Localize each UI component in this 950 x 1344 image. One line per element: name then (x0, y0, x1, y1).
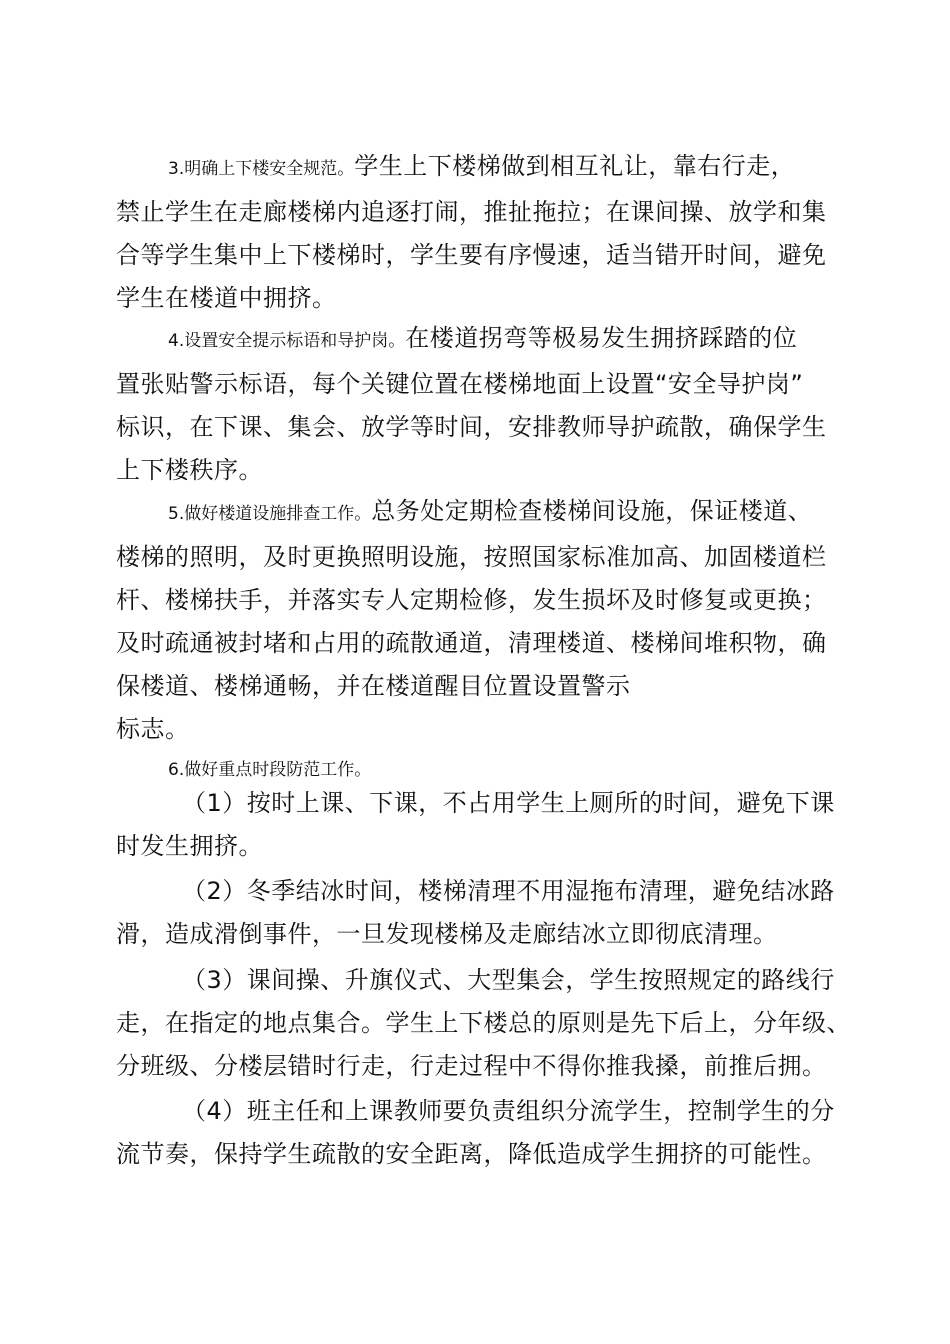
list-item-text: （1）按时上课、下课，不占用学生上厕所的时间，避免下课 (182, 789, 835, 817)
section-heading: 3.明确上下楼安全规范。 (168, 159, 355, 179)
section-text: 保楼道、楼梯通畅，并在楼道醒目位置设置警示 (116, 672, 631, 700)
section-4 (116, 317, 836, 492)
list-item-text: （2）冬季结冰时间，楼梯清理不用湿拖布清理，避免结冰路 (182, 877, 835, 905)
section-text: 上下楼秩序。 (116, 456, 263, 484)
section-text: 学生上下楼梯做到相互礼让，靠右行走， (354, 152, 796, 180)
section-5 (116, 490, 836, 751)
section-text: 在楼道拐弯等极易发生拥挤踩踏的位 (405, 324, 798, 352)
list-item-text: 走，在指定的地点集合。学生上下楼总的原则是先下后上，分年级、 (116, 1009, 851, 1037)
section-text: 总务处定期检查楼梯间设施，保证楼道、 (371, 497, 813, 525)
section-text: 及时疏通被封堵和占用的疏散通道，清理楼道、楼梯间堆积物，确 (116, 629, 827, 657)
section-text: 楼梯的照明，及时更换照明设施，按照国家标准加高、加固楼道栏 (116, 543, 827, 571)
section-text: 禁止学生在走廊楼梯内追逐打闹，推扯拖拉；在课间操、放学和集 (116, 198, 827, 226)
list-item-2 (116, 870, 836, 956)
section-heading: 4.设置安全提示标语和导护岗。 (168, 331, 406, 351)
list-item-1 (116, 782, 836, 868)
list-item-text: （4）班主任和上课教师要负责组织分流学生，控制学生的分 (182, 1097, 835, 1125)
list-item-text: 滑，造成滑倒事件，一旦发现楼梯及走廊结冰立即彻底清理。 (116, 920, 778, 948)
section-heading: 6.做好重点时段防范工作。 (168, 760, 372, 780)
section-text: 合等学生集中上下楼梯时，学生要有序慢速，适当错开时间，避免 (116, 241, 827, 269)
section-text: 标志。 (116, 715, 190, 743)
list-item-text: 时发生拥挤。 (116, 832, 263, 860)
list-item-text: （3）课间操、升旗仪式、大型集会，学生按照规定的路线行 (182, 966, 835, 994)
list-item-text: 分班级、分楼层错时行走，行走过程中不得你推我搡，前推后拥。 (116, 1052, 827, 1080)
section-text: 学生在楼道中拥挤。 (116, 284, 337, 312)
list-item-4 (116, 1090, 836, 1176)
list-item-text: 流节奏，保持学生疏散的安全距离，降低造成学生拥挤的可能性。 (116, 1140, 827, 1168)
section-text: 杆、楼梯扶手，并落实专人定期检修，发生损坏及时修复或更换； (116, 586, 827, 614)
section-heading: 5.做好楼道设施排查工作。 (168, 504, 372, 524)
section-text: 标识，在下课、集会、放学等时间，安排教师导护疏散，确保学生 (116, 413, 827, 441)
list-item-3 (116, 959, 851, 1088)
section-text: 置张贴警示标语，每个关键位置在楼梯地面上设置“安全导护岗” (116, 370, 804, 398)
section-3 (116, 145, 836, 320)
